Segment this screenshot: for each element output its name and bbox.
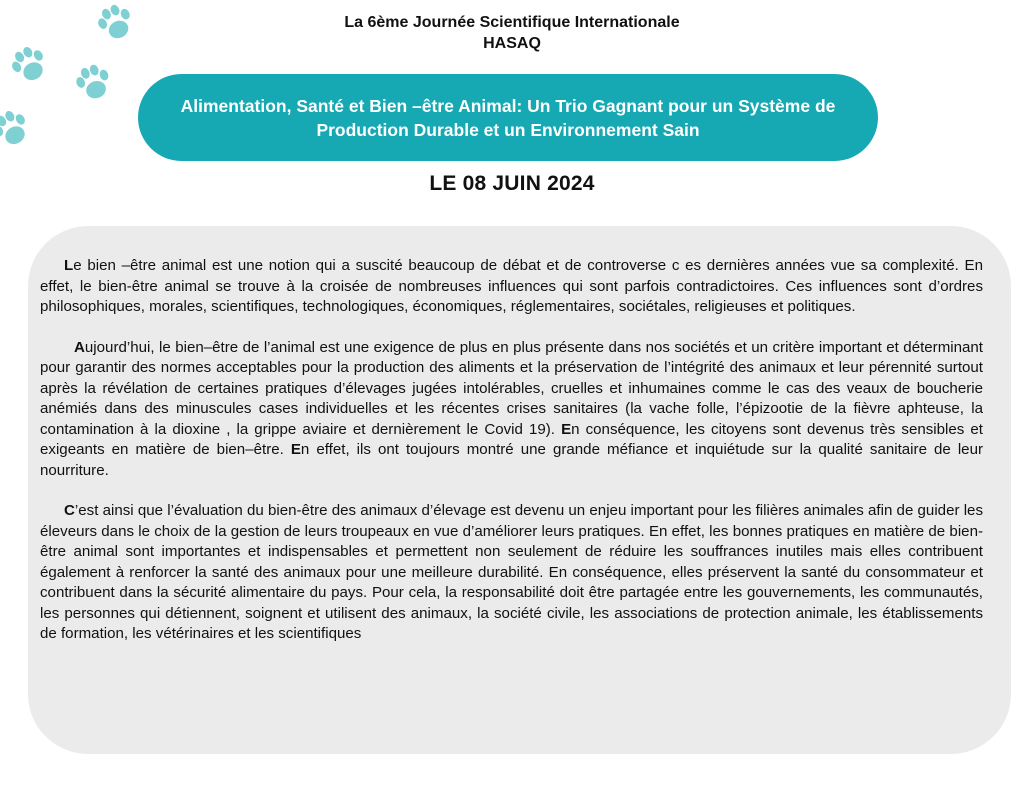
initial-letter: A: [74, 338, 85, 356]
event-title: La 6ème Journée Scientifique Internationale: [344, 14, 680, 31]
initial-letter: L: [64, 257, 74, 274]
paragraph-text: n effet, ils ont toujours montré une grande méfiance et inquiétude sur la qualité sanitaire de leur nourriture.: [40, 441, 983, 479]
theme-text: Alimentation, Santé et Bien –être Animal: Un Trio Gagnant pour un Système de Production Durable et un Environnement Sain: [180, 95, 836, 140]
paw-print-icon: [72, 61, 114, 103]
theme-banner: [138, 74, 878, 161]
event-header: [0, 12, 1024, 54]
content-panel: [28, 226, 1011, 754]
paragraph-text: n conséquence, les citoyens sont devenus très sensibles et exigeants en matière de bien–être.: [40, 420, 983, 458]
paragraph-1: [40, 256, 983, 318]
event-organizer: HASAQ: [483, 35, 541, 52]
paragraph-text: e bien –être animal est une notion qui a suscité beaucoup de débat et de controverse c es dernières années vue sa complexité. En effet, le bien-être animal se trouve à la croisée de nombreuses influences qui sont parfois contradictoires. Ces influences sont d’ordres philosophiques, morales, scientifiques, technologiques, économiques, réglementaires, sociétales, religieuses et politiques.: [40, 257, 983, 315]
paragraph-text: ’est ainsi que l’évaluation du bien-être des animaux d’élevage est devenu un enjeu important pour les filières animales afin de guider les éleveurs dans le choix de la gestion de leurs troupeaux en vue d’améliorer leurs pratiques. En effet, les bonnes pratiques en matière de bien-être animal sont importantes et indispensables et permettent non seulement de réduire les souffrances inutiles mais elles contribuent également à renforcer la santé des animaux pour une meilleure durabilité. En conséquence, elles préservent la santé du consommateur et contribuent dans la sécurité alimentaire du pays. Pour cela, la responsabilité doit être partagée entre les gouvernements, les communautés, les personnes qui détiennent, soignent et utilisent des animaux, la société civile, les associations de protection animale, les établissements de formation, les vétérinaires et les scientifiques: [40, 502, 983, 642]
paragraph-3: [40, 501, 983, 645]
paragraph-2: [40, 338, 983, 482]
paw-print-icon: [0, 106, 34, 151]
initial-letter: C: [64, 502, 75, 519]
paragraph-text: ujourd’hui, le bien–être de l’animal est une exigence de plus en plus présente dans nos sociétés et un critère important et déterminant pour garantir des normes acceptables pour la production des aliments et la préservation de l’intégrité des animaux et leur pérennité surtout après la révélation de certaines pratiques d’élevages jugées intolérables, cruelles et inhumaines comme le cas des veaux de boucherie anémiés dans des minuscules cases individuelles et les récentes crises sanitaires (la vache folle, l’épizootie de la fièvre aphteuse, la contamination à la dioxine , la grippe aviaire et dernièrement le Covid 19).: [40, 338, 983, 438]
event-date: LE 08 JUIN 2024: [429, 172, 595, 195]
initial-letter: E: [290, 441, 301, 458]
initial-letter: E: [561, 420, 572, 438]
